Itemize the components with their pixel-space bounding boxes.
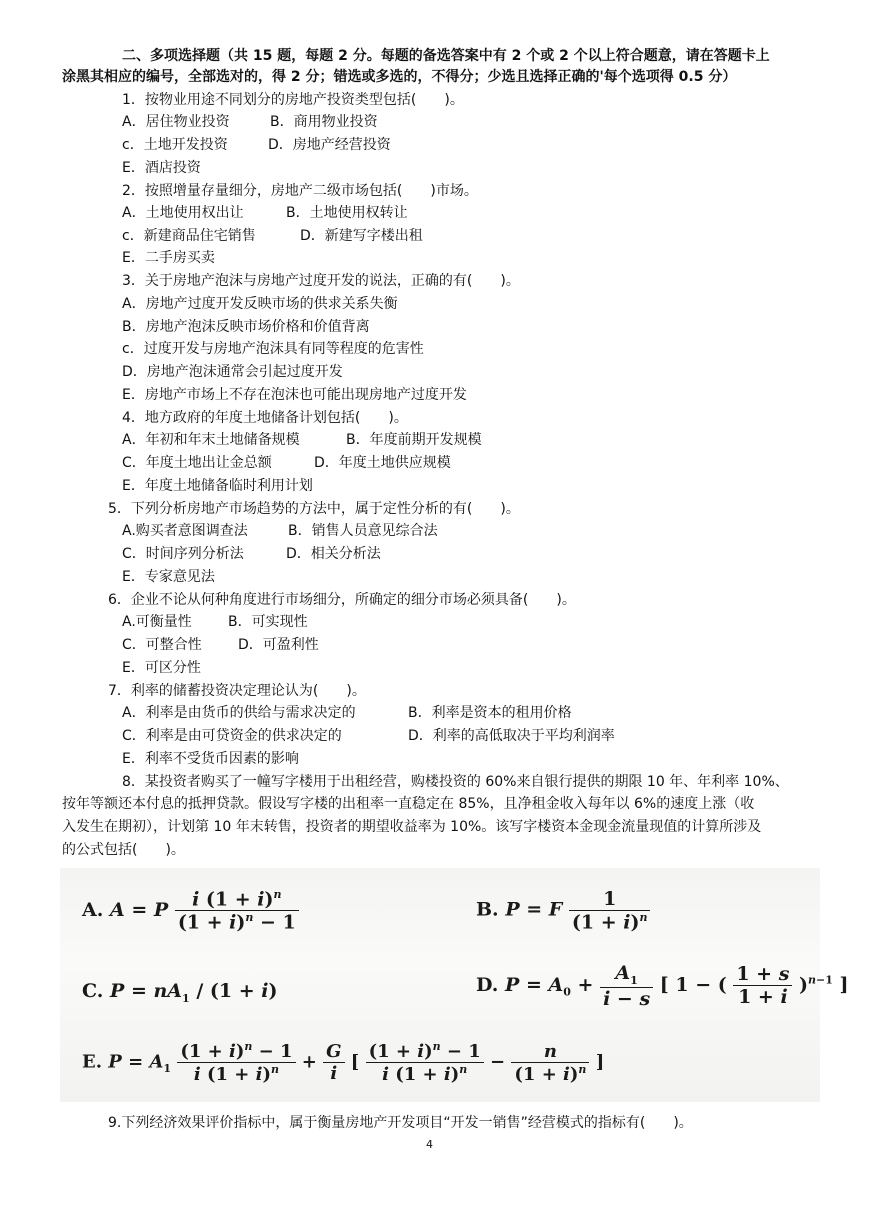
q8-line2: 按年等额还本付息的抵押贷款。假设写字楼的出租率一直稳定在 85%，且净租金收入每年以 6%的速度上涨（收 xyxy=(62,796,755,812)
formula-a-fraction: $\frac{i (1 + i)^n}{(1 + i)^n - 1}$ xyxy=(175,888,299,934)
q8-line1: 8．某投资者购买了一幢写字楼用于出租经营，购楼投资的 60%来自银行提供的期限 10 年、年利率 10%、 xyxy=(122,774,789,790)
section-header-line1: 二、多项选择题（共 15 题，每题 2 分。每题的备选答案中有 2 个或 2 个以上符合题意，请在答题卡上 xyxy=(122,48,770,64)
q5-option-a: A.购买者意图调查法 xyxy=(122,523,248,539)
q7-option-a: A．利率是由货币的供给与需求决定的 xyxy=(122,705,356,721)
q7-option-d: D．利率的高低取决于平均利润率 xyxy=(408,728,615,744)
formula-c-label: C. xyxy=(82,980,104,1002)
q3-stem: 3．关于房地产泡沫与房地产过度开发的说法，正确的有( )。 xyxy=(122,273,520,289)
q1-stem: 1．按物业用途不同划分的房地产投资类型包括( )。 xyxy=(122,92,464,108)
q6-option-c: C．可整合性 xyxy=(122,637,202,653)
formula-d-label: D. xyxy=(476,973,499,996)
q4-option-e: E．年度土地储备临时利用计划 xyxy=(122,478,313,494)
q2-option-c: c．新建商品住宅销售 xyxy=(122,228,256,244)
page-number: 4 xyxy=(426,1138,433,1151)
q8-line4: 的公式包括( )。 xyxy=(62,842,185,858)
q3-option-d: D．房地产泡沫通常会引起过度开发 xyxy=(122,364,343,380)
q2-stem: 2．按照增量存量细分，房地产二级市场包括( )市场。 xyxy=(122,183,478,199)
q6-stem: 6．企业不论从何种角度进行市场细分，所确定的细分市场必须具备( )。 xyxy=(108,592,576,608)
q5-option-e: E．专家意见法 xyxy=(122,569,215,585)
q3-option-e: E．房地产市场上不存在泡沫也可能出现房地产过度开发 xyxy=(122,387,467,403)
q7-stem: 7．利率的储蓄投资决定理论认为( )。 xyxy=(108,683,366,699)
q5-stem: 5．下列分析房地产市场趋势的方法中，属于定性分析的有( )。 xyxy=(108,501,520,517)
formula-a: A. A = P $\frac{i (1 + i)^n}{(1 + i)^n - 1}$ xyxy=(82,888,299,934)
q5-option-c: C．时间序列分析法 xyxy=(122,546,244,562)
q4-option-b: B．年度前期开发规模 xyxy=(346,432,482,448)
formula-c: C. $P = nA_1 / (1 + i)$ xyxy=(82,980,278,1005)
q1-option-c: c．土地开发投资 xyxy=(122,137,228,153)
formula-d-inner-fraction: $\frac{1 + s}{1 + i}$ xyxy=(733,963,792,1008)
q3-option-c: c．过度开发与房地产泡沫具有同等程度的危害性 xyxy=(122,341,424,357)
formula-e-fraction-1: $\frac{(1 + i)^n - 1}{i (1 + i)^n}$ xyxy=(177,1040,295,1085)
q7-option-b: B．利率是资本的租用价格 xyxy=(408,705,572,721)
formula-b-label: B. xyxy=(476,898,499,921)
q4-option-d: D．年度土地供应规模 xyxy=(314,455,451,471)
q6-option-e: E．可区分性 xyxy=(122,660,201,676)
q1-option-b: B．商用物业投资 xyxy=(270,114,378,130)
q1-option-e: E．酒店投资 xyxy=(122,160,201,176)
q4-option-c: C．年度土地出让金总额 xyxy=(122,455,272,471)
q5-option-d: D．相关分析法 xyxy=(286,546,381,562)
q2-option-e: E．二手房买卖 xyxy=(122,250,215,266)
q2-option-b: B．土地使用权转让 xyxy=(286,205,408,221)
formula-e-fraction-2: $\frac{G}{i}$ xyxy=(323,1041,344,1084)
q6-option-d: D．可盈利性 xyxy=(238,637,319,653)
q4-option-a: A．年初和年末土地储备规模 xyxy=(122,432,300,448)
q1-option-a: A．居住物业投资 xyxy=(122,114,230,130)
q7-option-c: C．利率是由可贷资金的供求决定的 xyxy=(122,728,342,744)
q1-option-d: D．房地产经营投资 xyxy=(268,137,391,153)
q2-option-a: A．土地使用权出让 xyxy=(122,205,244,221)
q4-stem: 4．地方政府的年度土地储备计划包括( )。 xyxy=(122,410,408,426)
formula-d-fraction: $\frac{A_1}{i - s}$ xyxy=(600,962,653,1010)
formula-e: E. $P = A_1$ $\frac{(1 + i)^n - 1}{i (1 + i)^n}$ + $\frac{G}{i}$ [ $\frac{(1 + i)^n - 1}{i (1 + i)^n}$ − $\frac{n}{(1 + i)^n}$ ] xyxy=(82,1040,605,1085)
q3-option-b: B．房地产泡沫反映市场价格和价值背离 xyxy=(122,319,370,335)
formula-d: D. $P = A_0$ + $\frac{A_1}{i - s}$ [ 1 − ( $\frac{1 + s}{1 + i}$ )$^{n-1}$ ] xyxy=(476,962,849,1010)
q7-option-e: E．利率不受货币因素的影响 xyxy=(122,751,299,767)
formula-e-label: E. xyxy=(82,1051,102,1073)
q3-option-a: A．房地产过度开发反映市场的供求关系失衡 xyxy=(122,296,398,312)
q2-option-d: D．新建写字楼出租 xyxy=(300,228,423,244)
q9-stem: 9.下列经济效果评价指标中，属于衡量房地产开发项目“开发一销售”经营模式的指标有( )。 xyxy=(108,1115,693,1131)
q8-line3: 入发生在期初），计划第 10 年末转售，投资者的期望收益率为 10%。该写字楼资本金现金流量现值的计算所涉及 xyxy=(62,819,762,835)
section-header-line2: 涂黑其相应的编号，全部选对的，得 2 分；错选或多选的，不得分；少选且选择正确的'每个选项得 0.5 分） xyxy=(62,69,737,85)
formula-b-fraction: $\frac{1}{(1 + i)^n}$ xyxy=(569,888,651,933)
q5-option-b: B．销售人员意见综合法 xyxy=(288,523,438,539)
formula-b: B. P = F $\frac{1}{(1 + i)^n}$ xyxy=(476,888,650,933)
formula-a-label: A. xyxy=(82,898,104,921)
formula-e-fraction-4: $\frac{n}{(1 + i)^n}$ xyxy=(511,1041,589,1085)
q6-option-b: B．可实现性 xyxy=(228,614,308,630)
q6-option-a: A.可衡量性 xyxy=(122,614,192,630)
formula-e-fraction-3: $\frac{(1 + i)^n - 1}{i (1 + i)^n}$ xyxy=(366,1040,484,1085)
